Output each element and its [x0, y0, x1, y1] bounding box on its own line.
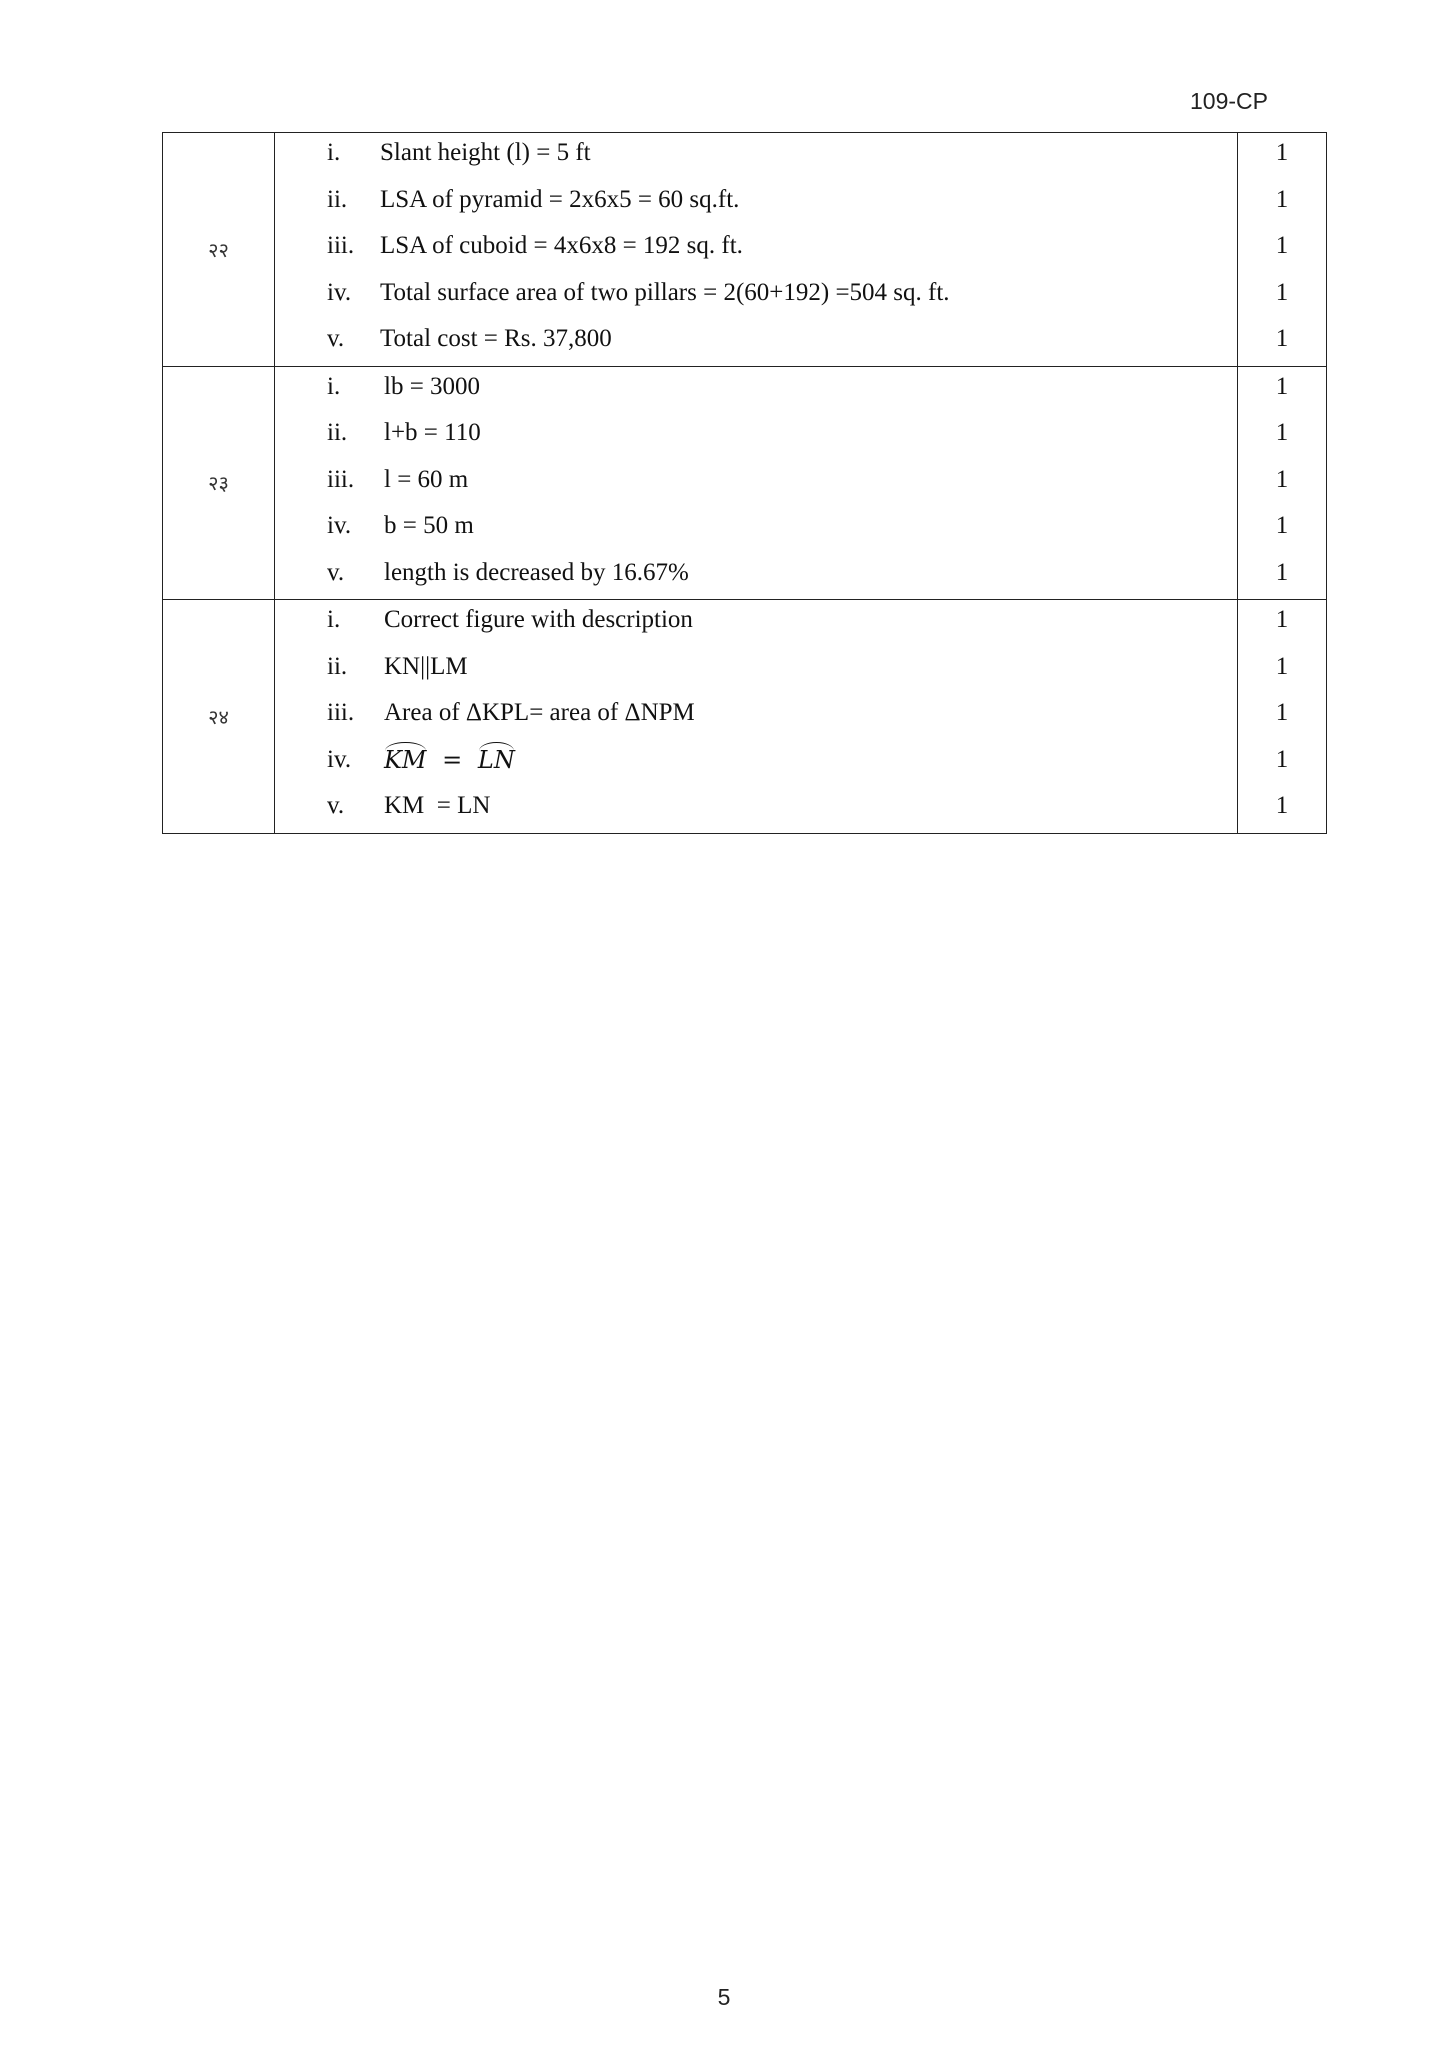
answer-line: [275, 367, 1237, 414]
answer-line: [275, 413, 1237, 460]
step-text: Total surface area of two pillars = 2(60+192) =504 sq. ft.: [380, 278, 950, 306]
step-text: Area of ΔKPL= area of ΔNPM: [384, 699, 695, 726]
step-text: LSA of cuboid = 4x6x8 = 192 sq. ft.: [380, 232, 743, 259]
question-row-23: [163, 366, 1327, 600]
step-mark: 1: [1275, 232, 1289, 259]
step-text: Slant height (l) = 5 ft: [380, 139, 591, 166]
equals-sign: =: [442, 745, 463, 774]
step-text: KN||LM: [384, 652, 468, 680]
step-mark: 1: [1275, 699, 1289, 726]
step-mark: 1: [1275, 652, 1289, 680]
page-number: 5: [717, 1984, 731, 2010]
step-text: b = 50 m: [384, 512, 474, 539]
answer-line: [275, 133, 1237, 180]
arc-equation: [384, 740, 515, 780]
document-code: 109-CP: [1190, 88, 1268, 114]
answer-line: [275, 180, 1237, 227]
step-numeral: iv.: [327, 512, 352, 539]
step-numeral: v.: [327, 558, 345, 586]
answer-cell: [275, 133, 1238, 367]
step-text: l = 60 m: [384, 465, 469, 493]
answer-line: [275, 319, 1237, 366]
step-mark: 1: [1275, 558, 1289, 586]
step-text: lb = 3000: [384, 372, 481, 400]
question-number: २४: [163, 600, 275, 834]
step-numeral: v.: [327, 325, 345, 352]
arc-km: KM: [384, 740, 427, 780]
step-numeral: i.: [327, 606, 341, 633]
step-text: Correct figure with description: [384, 606, 693, 633]
marking-scheme-table: [162, 132, 1327, 834]
answer-line: [275, 647, 1237, 694]
step-mark: 1: [1275, 512, 1289, 539]
marks-cell: [1238, 366, 1327, 600]
step-numeral: i.: [327, 139, 341, 166]
answer-line: [275, 506, 1237, 553]
question-row-22: [163, 133, 1327, 367]
answer-cell: [275, 366, 1238, 600]
marks-cell: [1238, 133, 1327, 367]
step-mark: 1: [1275, 372, 1289, 400]
marks-cell: [1238, 600, 1327, 834]
step-numeral: iii.: [327, 232, 355, 259]
step-numeral: iii.: [327, 465, 355, 493]
question-number: २२: [163, 133, 275, 367]
step-numeral: iv.: [327, 745, 352, 773]
step-text: length is decreased by 16.67%: [384, 558, 689, 586]
step-numeral: ii.: [327, 652, 348, 680]
step-mark: 1: [1275, 325, 1289, 352]
question-row-24: [163, 600, 1327, 834]
answer-line: [275, 693, 1237, 740]
step-mark: 1: [1275, 606, 1289, 633]
step-text: Total cost = Rs. 37,800: [380, 325, 612, 352]
step-text: KM = LN: [384, 792, 491, 819]
answer-line: [275, 226, 1237, 273]
step-numeral: iv.: [327, 278, 352, 306]
answer-line: [275, 553, 1237, 600]
step-mark: 1: [1275, 278, 1289, 306]
step-numeral: ii.: [327, 185, 348, 213]
answer-line: [275, 460, 1237, 507]
step-mark: 1: [1275, 419, 1289, 446]
answer-cell: [275, 600, 1238, 834]
step-text: l+b = 110: [384, 419, 481, 446]
step-numeral: iii.: [327, 699, 355, 726]
arc-ln: LN: [478, 740, 515, 780]
step-mark: 1: [1275, 139, 1289, 166]
answer-line: [275, 600, 1237, 647]
step-numeral: ii.: [327, 419, 348, 446]
step-mark: 1: [1275, 792, 1289, 819]
answer-line: [275, 740, 1237, 787]
step-mark: 1: [1275, 185, 1289, 213]
step-numeral: i.: [327, 372, 341, 400]
question-number: २३: [163, 366, 275, 600]
answer-line: [275, 273, 1237, 320]
answer-line: [275, 786, 1237, 833]
step-text: LSA of pyramid = 2x6x5 = 60 sq.ft.: [380, 185, 740, 213]
step-mark: 1: [1275, 465, 1289, 493]
step-numeral: v.: [327, 792, 345, 819]
step-mark: 1: [1275, 745, 1289, 773]
